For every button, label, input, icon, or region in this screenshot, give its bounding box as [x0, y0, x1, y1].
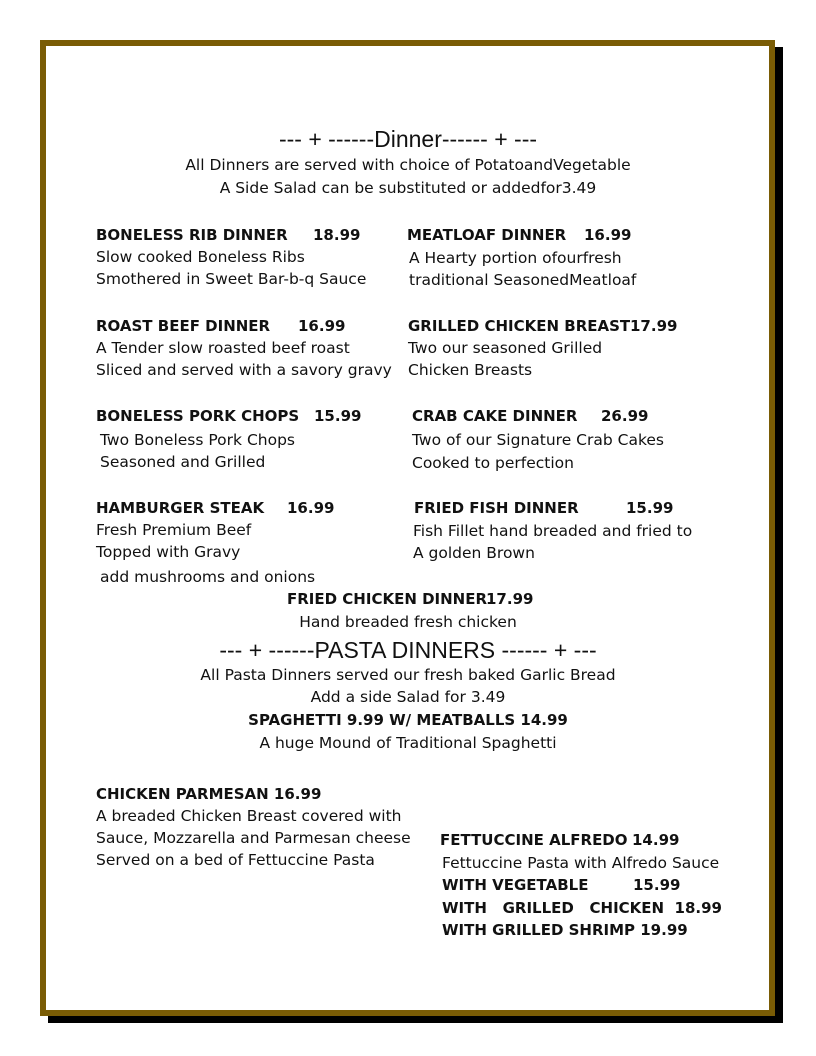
item-desc: Chicken Breasts	[408, 361, 533, 379]
item-price: 15.99	[626, 499, 674, 517]
pasta-heading: --- + ------PASTA DINNERS ------ + ---	[219, 637, 597, 663]
item-price: 26.99	[601, 407, 649, 425]
item-name: HAMBURGER STEAK	[96, 499, 265, 517]
item-price: 18.99	[313, 226, 361, 244]
item-desc: A Hearty portion ofourfresh	[409, 249, 622, 267]
item-name: FETTUCCINE ALFREDO	[440, 831, 628, 849]
item-desc: A Tender slow roasted beef roast	[96, 339, 350, 357]
item-desc: Smothered in Sweet Bar-b-q Sauce	[96, 270, 367, 288]
option-line: WITH GRILLED SHRIMP 19.99	[442, 921, 688, 939]
item-desc: Fresh Premium Beef	[96, 521, 252, 539]
item-name: ROAST BEEF DINNER	[96, 317, 271, 335]
pasta-note-2: Add a side Salad for 3.49	[310, 688, 506, 706]
option-price: 15.99	[633, 876, 681, 894]
item-price: 16.99	[584, 226, 632, 244]
item-price: 17.99	[630, 317, 678, 335]
item-desc: A breaded Chicken Breast covered with	[96, 807, 402, 825]
item-price: 14.99	[632, 831, 680, 849]
item-name: MEATLOAF DINNER	[407, 226, 567, 244]
item-desc: Sauce, Mozzarella and Parmesan cheese	[96, 829, 411, 847]
option-name: WITH VEGETABLE	[442, 876, 589, 894]
item-desc: Hand breaded fresh chicken	[299, 613, 517, 631]
item-desc: Topped with Gravy	[96, 543, 241, 561]
item-desc: Slow cooked Boneless Ribs	[96, 248, 305, 266]
item-name: BONELESS PORK CHOPS	[96, 407, 300, 425]
item-desc: traditional SeasonedMeatloaf	[409, 271, 637, 289]
item-desc: A golden Brown	[413, 544, 535, 562]
pasta-note-1: All Pasta Dinners served our fresh baked Garlic Bread	[200, 666, 616, 684]
spaghetti-desc: A huge Mound of Traditional Spaghetti	[259, 734, 557, 752]
item-desc: add mushrooms and onions	[100, 568, 316, 586]
item-desc: Two Boneless Pork Chops	[100, 431, 295, 449]
dinner-note-2: A Side Salad can be substituted or addedfor3.49	[219, 179, 597, 197]
item-desc: Two of our Signature Crab Cakes	[412, 431, 664, 449]
item-name: BONELESS RIB DINNER	[96, 226, 288, 244]
dinner-note-1: All Dinners are served with choice of PotatoandVegetable	[185, 156, 631, 174]
item-name: CRAB CAKE DINNER	[412, 407, 578, 425]
item-desc: Two our seasoned Grilled	[408, 339, 603, 357]
item-name: GRILLED CHICKEN BREAST	[408, 317, 631, 335]
item-desc: Sliced and served with a savory gravy	[96, 361, 392, 379]
item-desc: Served on a bed of Fettuccine Pasta	[96, 851, 375, 869]
spaghetti-title: SPAGHETTI 9.99 W/ MEATBALLS 14.99	[248, 711, 568, 729]
item-price: 17.99	[486, 590, 534, 608]
item-desc: Fettuccine Pasta with Alfredo Sauce	[442, 854, 720, 872]
item-desc: Cooked to perfection	[412, 454, 574, 472]
item-name: FRIED CHICKEN DINNER	[287, 590, 488, 608]
item-price: 15.99	[314, 407, 362, 425]
item-price: 16.99	[298, 317, 346, 335]
item-name: FRIED FISH DINNER	[414, 499, 579, 517]
item-price: 16.99	[287, 499, 335, 517]
item-name: CHICKEN PARMESAN 16.99	[96, 785, 322, 803]
item-desc: Fish Fillet hand breaded and fried to	[413, 522, 693, 540]
dinner-heading: --- + ------Dinner------ + ---	[278, 126, 538, 152]
option-line: WITH GRILLED CHICKEN 18.99	[442, 899, 722, 917]
item-desc: Seasoned and Grilled	[100, 453, 266, 471]
